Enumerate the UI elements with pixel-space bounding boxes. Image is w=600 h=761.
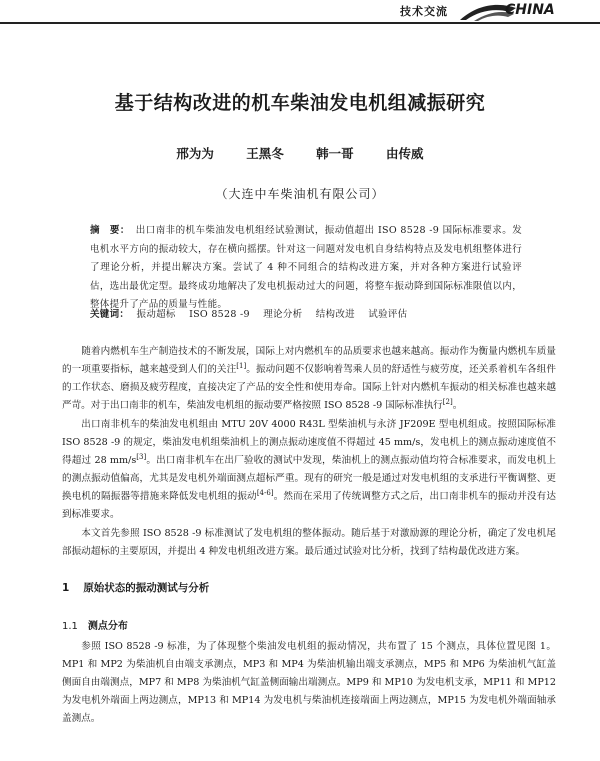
keywords [90,306,522,324]
paragraph-text: 。然而在采用了传统调整方式之后，出口南非机车的振动并没有达到标准要求。 [62,491,557,521]
header-rule [0,22,600,24]
author: 韩一哥 [316,146,354,161]
keyword: 理论分析 [263,309,303,320]
keyword: 振动超标 [136,309,176,320]
paragraph-text: 。振动问题不仅影响着驾乘人员的舒适性与疲劳度，还关系着机车各组件的工作状态、磨损及疲劳程度，直接决定了产品的安全性和使用寿命。国际上针对内燃机车振动的相关标准也越来越严苛。对于出口南非的机车，柴油发电机组的振动要严格按照 ISO 8528 -9 国际标准执行 [62,364,557,412]
section-title: 原始状态的振动测试与分析 [83,582,210,594]
body-paragraph-4 [62,638,556,728]
body-paragraph-1 [62,343,556,415]
author: 由传威 [386,146,424,161]
keyword: 试验评估 [368,309,408,320]
paragraph-text: 本文首先参照 ISO 8528 -9 标准测试了发电机组的整体振动。随后基于对激励源的理论分析，确定了发电机尾部振动超标的主要原因，并提出 4 种发电机组改进方案。最后通过试验对比分析，找到了结构最优改进方案。 [62,528,556,558]
paragraph-text: 。出口南非机车在出厂验收的测试中发现，柴油机上的测点振动值均符合标准要求，而发电机上的测点振动值偏高，尤其是发电机外端面测点超标严重。现有的研究一般是通过对发电机组的支承进行平衡调整、更换电机的隔振器等措施来降低发电机组的振动 [62,455,556,503]
author: 邢为为 [176,146,214,161]
citation: [2] [442,398,453,407]
affiliation: （大连中车柴油机有限公司） [215,187,385,201]
section-title: 测点分布 [87,621,128,632]
citation: [4-6] [256,489,274,498]
keyword: 结构改进 [315,309,355,320]
section-number: 1.1 [62,621,78,632]
abstract-text: 出口南非的机车柴油发电机组经试验测试，振动值超出 ISO 8528 -9 国际标准要求。发电机水平方向的振动较大，存在横向摇摆。针对这一问题对发电机自身结构特点及发电机组整体进行了理论分析，并提出解决方案。尝试了 4 种不同组合的结构改进方案，并对各种方案进行试验评估，选出最优定型。最终成功地解决了发电机振动过大的问题，将整车振动降到国际标准限值以内，整体提升了产品的质量与性能。 [90,225,523,311]
author-list [0,144,600,162]
author: 王黑冬 [246,146,284,161]
paragraph-text: 。 [452,400,463,412]
paragraph-text: 参照 ISO 8528 -9 标准，为了体现整个柴油发电机组的振动情况，共布置了 15 个测点，具体位置见图 1。MP1 和 MP2 为柴油机自由端支承测点，MP3 和 MP4 为柴油机输出端支承测点，MP5 和 MP6 为柴油机气缸盖侧面自由端测点，MP7 和 MP8 为柴油机气缸盖侧面输出端测点。MP9 和 MP10 为发电机支承，MP11 和 MP12 为发电机外端面上两边测点，MP13 和 MP14 为发电机与柴油机连接端面上两边测点，MP15 为发电机外端面轴承盖测点。 [62,641,556,725]
body-paragraph-2 [62,416,556,525]
running-header [0,0,600,24]
abstract [90,222,522,315]
header-section-label: 技术交流 [400,5,448,18]
paragraph-text: 出口南非机车的柴油发电机组由 MTU 20V 4000 R43L 型柴油机与永济 JF209E 型电机组成。按照国际标准 ISO 8528 -9 的规定，柴油发电机组柴油机上的测点振动速度值不得超过 45 mm/s，发电机上的测点振动速度值不得超过 28 mm/s [62,419,556,467]
paragraph-text: 随着内燃机车生产制造技术的不断发展，国际上对内燃机车的品质要求也越来越高。振动作为衡量内燃机车质量的一项重要指标，越来越受到人们的关注 [62,346,556,376]
section-number: 1 [62,582,70,594]
subsection-heading-1-1 [62,617,128,632]
section-heading-1 [62,580,209,595]
paper-title: 基于结构改进的机车柴油发电机组减振研究 [114,92,486,114]
abstract-label: 摘 要： [90,225,130,236]
body-paragraph-3 [62,525,556,561]
journal-logo-text: CHINA [505,2,555,18]
keyword: ISO 8528 -9 [189,309,250,320]
keywords-label: 关键词： [90,309,130,320]
citation: [3] [136,453,147,461]
citation: [1] [236,361,247,370]
